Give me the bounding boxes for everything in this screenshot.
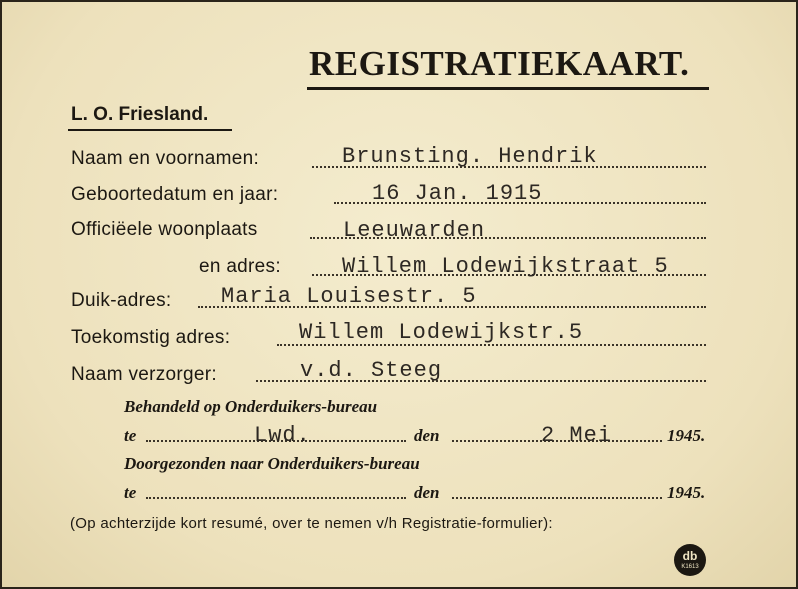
adres-value: Willem Lodewijkstraat 5 — [342, 254, 669, 279]
den-value-1: 2 Mei — [541, 423, 613, 448]
naam-value: Brunsting. Hendrik — [342, 144, 598, 169]
title-underline — [307, 87, 709, 90]
toekomstig-label: Toekomstig adres: — [71, 327, 231, 348]
te-value-1: Lwd. — [254, 423, 311, 448]
printer-mark-letters: db — [682, 549, 698, 563]
card-title: REGISTRATIEKAART. — [309, 44, 690, 83]
woonplaats-value: Leeuwarden — [343, 218, 486, 243]
geboorte-label: Geboortedatum en jaar: — [71, 184, 279, 205]
toekomstig-value: Willem Lodewijkstr.5 — [299, 320, 584, 345]
behandeld-label: Behandeld op Onderduikers-bureau — [124, 397, 378, 416]
te-label-2: te — [124, 483, 137, 502]
year-label-2: 1945. — [667, 483, 706, 502]
footer-note: (Op achterzijde kort resumé, over te nemen v/h Registratie-formulier): — [70, 515, 553, 532]
den-dotted-line-2 — [452, 497, 662, 499]
te-dotted-line-2 — [146, 497, 406, 499]
naam-label: Naam en voornamen: — [71, 148, 260, 169]
organisation-underline — [68, 129, 232, 131]
verzorger-value: v.d. Steeg — [300, 358, 443, 383]
printer-mark-number: K1613 — [681, 564, 699, 570]
te-label-1: te — [124, 426, 137, 445]
printer-mark-logo — [674, 544, 706, 576]
organisation-name: L. O. Friesland. — [71, 104, 209, 125]
duik-value: Maria Louisestr. 5 — [221, 284, 477, 309]
den-label-2: den — [414, 483, 440, 502]
den-label-1: den — [414, 426, 440, 445]
geboorte-value: 16 Jan. 1915 — [372, 181, 543, 206]
adres-label: en adres: — [199, 256, 281, 277]
verzorger-label: Naam verzorger: — [71, 364, 217, 385]
doorgezonden-label: Doorgezonden naar Onderduikers-bureau — [124, 454, 420, 473]
duik-label: Duik-adres: — [71, 290, 172, 311]
year-label-1: 1945. — [667, 426, 706, 445]
woonplaats-label: Officiëele woonplaats — [71, 219, 258, 240]
